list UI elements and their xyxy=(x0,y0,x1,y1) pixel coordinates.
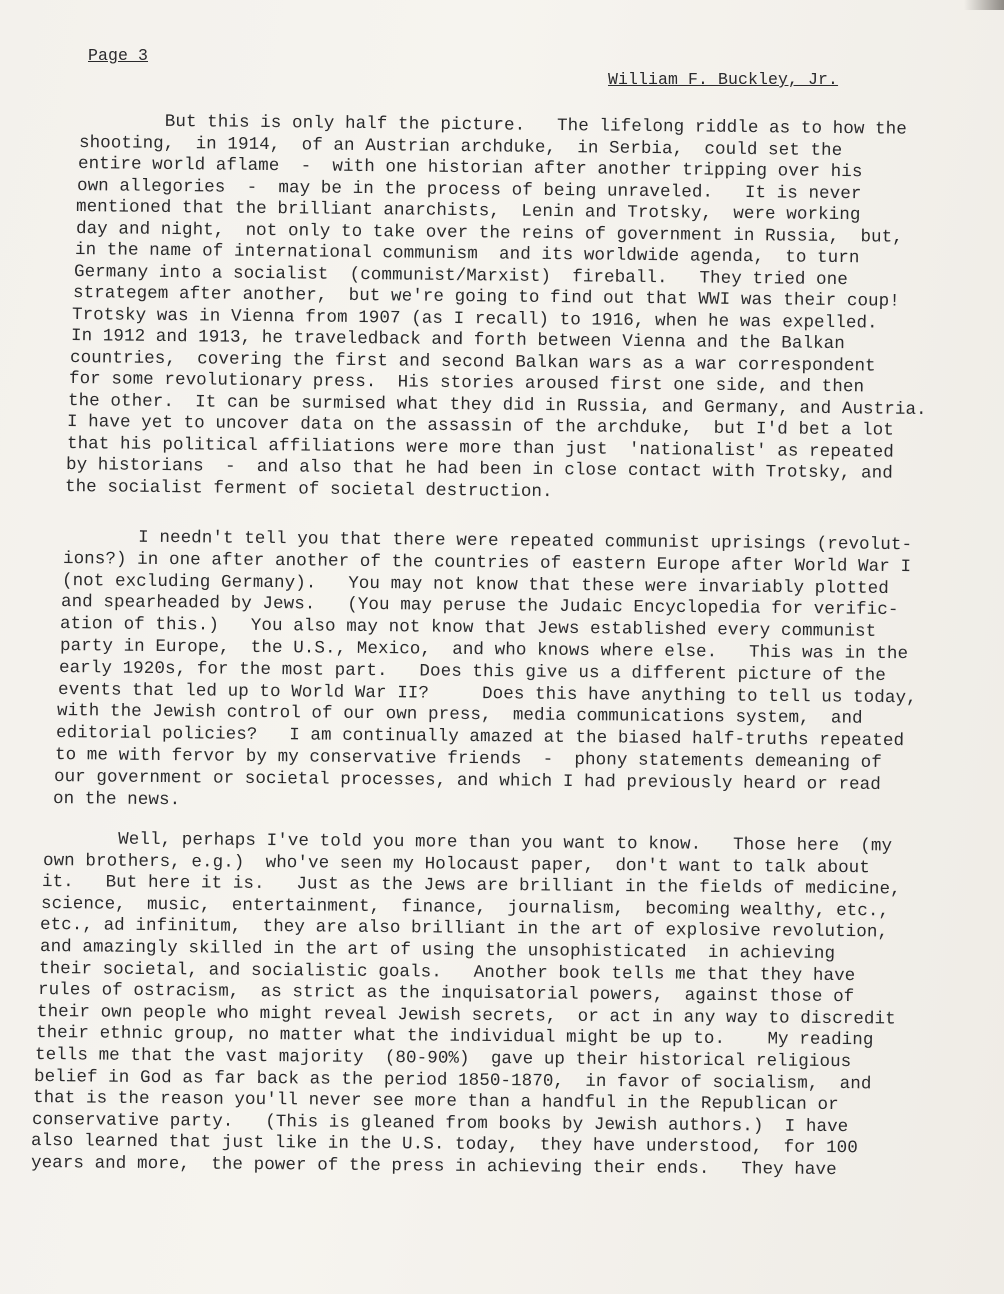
text-line: years and more, the power of the press in achieving their ends. They have xyxy=(30,1153,837,1181)
text-line: Well, perhaps I've told you more than you want to know. Those here (my xyxy=(43,829,893,857)
text-line: by historians - and also that he had been in close contact with Trotsky, and xyxy=(65,455,893,484)
text-line: the other. It can be surmised what they did in Russia, and Germany, and Austria. xyxy=(68,390,928,420)
author-name-header: William F. Buckley, Jr. xyxy=(608,70,839,89)
text-line: own brothers, e.g.) who've seen my Holocaust paper, don't want to talk about xyxy=(43,850,871,878)
text-line: with the Jewish control of our own press, media communications system, and xyxy=(56,701,863,730)
text-line: Trotsky was in Vienna from 1907 (as I recall) to 1916, when he was expelled. xyxy=(71,304,878,333)
text-line: But this is only half the picture. The lifelong riddle as to how the xyxy=(79,111,908,140)
text-line: also learned that just like in the U.S. today, they have understood, for 100 xyxy=(31,1131,859,1159)
text-line: ation of this.) You also may not know that Jews established every communist xyxy=(60,614,877,643)
text-line: I needn't tell you that there were repeated communist uprisings (revolut- xyxy=(63,527,913,556)
text-line: conservative party. (This is gleaned from books by Jewish authors.) I have xyxy=(32,1109,849,1137)
text-line: for some revolutionary press. His stories aroused first one side, and then xyxy=(69,369,865,398)
text-line: entire world aflame - with one historian after another tripping over his xyxy=(78,154,863,183)
text-line: their ethnic group, no matter what the individual might be up to. My reading xyxy=(35,1023,874,1051)
text-line: own allegories - may be in the process of being unraveled. It is never xyxy=(77,175,862,204)
text-line: to me with fervor by my conservative friends - phony statements demeaning of xyxy=(54,745,883,773)
text-line: events that led up to World War II? Does this have anything to tell us today, xyxy=(57,679,917,708)
text-line: rules of ostracism, as strict as the inquisatorial powers, against those of xyxy=(37,980,855,1008)
text-line: tells me that the vast majority (80-90%) gave up their historical religious xyxy=(34,1045,852,1073)
text-line: early 1920s, for the most part. Does this give us a different picture of the xyxy=(58,657,886,686)
text-line: and spearheaded by Jews. (You may peruse the Judaic Encyclopedia for verific- xyxy=(61,592,899,621)
text-line: it. But here it is. Just as the Jews are brilliant in the fields of medicine, xyxy=(42,872,901,900)
text-line: the socialist ferment of societal destruction. xyxy=(64,476,553,502)
text-line: Germany into a socialist (communist/Marxist) fireball. They tried one xyxy=(73,261,848,290)
text-line: belief in God as far back as the period 1850-1870, in favor of socialism, and xyxy=(34,1066,872,1094)
text-line: their own people who might reveal Jewish secrets, or act in any way to discredit xyxy=(36,1001,896,1030)
text-line: I have yet to uncover data on the assassin of the archduke, but I'd bet a lot xyxy=(67,412,895,441)
page-number-label: Page 3 xyxy=(88,46,149,65)
text-line: and amazingly skilled in the art of using the unsophisticated in achieving xyxy=(39,937,835,964)
text-line: in the name of international communism and its worldwide agenda, to turn xyxy=(74,240,860,269)
text-line: editorial policies? I am continually amazed at the biased half-truths repeated xyxy=(55,723,905,752)
text-line: science, music, entertainment, finance, journalism, becoming wealthy, etc., xyxy=(41,893,890,922)
text-line: In 1912 and 1913, he traveledback and forth between Vienna and the Balkan xyxy=(70,326,846,355)
text-line: strategem after another, but we're going to find out that WWI was their coup! xyxy=(72,283,900,312)
page-corner-shadow xyxy=(964,0,1004,10)
text-line: mentioned that the brilliant anarchists, Lenin and Trotsky, were working xyxy=(76,197,861,226)
text-line: day and night, not only to take over the reins of government in Russia, but, xyxy=(75,218,903,248)
text-line: (not excluding Germany). You may not know that these were invariably plotted xyxy=(62,570,890,599)
text-line: countries, covering the first and second Balkan wars as a war correspondent xyxy=(69,347,876,376)
text-line: etc., ad infinitum, they are also brilliant in the art of explosive revolution, xyxy=(40,915,889,943)
text-line: ions?) in one after another of the countries of eastern Europe after World War I xyxy=(63,548,912,577)
text-line: party in Europe, the U.S., Mexico, and who knows where else. This was in the xyxy=(59,636,908,665)
text-line: that is the reason you'll never see more than a handful in the Republican or xyxy=(33,1088,839,1116)
text-line: shooting, in 1914, of an Austrian archduke, in Serbia, could set the xyxy=(78,132,843,161)
text-line: their societal, and socialistic goals. Another book tells me that they have xyxy=(38,958,856,986)
text-line: on the news. xyxy=(53,788,181,810)
text-line: that his political affiliations were more than just 'nationalist' as repeated xyxy=(66,433,894,463)
text-line: our government or societal processes, and which I had previously heard or read xyxy=(54,766,882,795)
